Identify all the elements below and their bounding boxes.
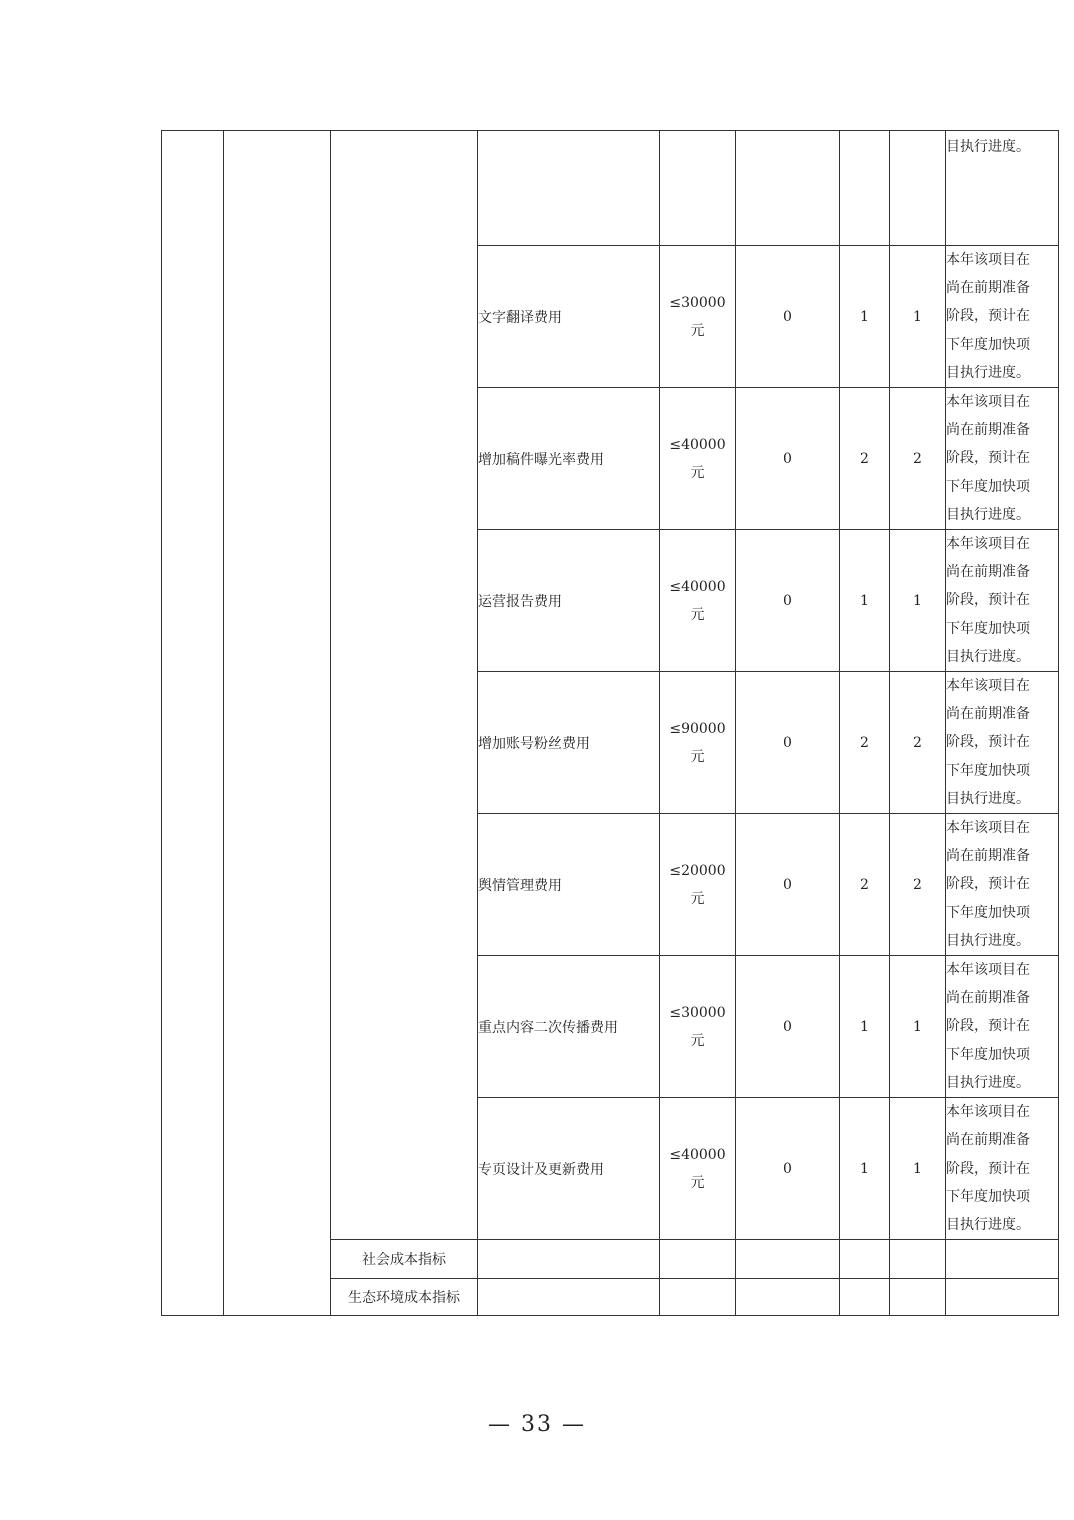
note-line: 尚在前期准备 [946, 564, 1030, 581]
target-unit: 元 [690, 748, 705, 765]
note-line: 目执行进度。 [946, 1216, 1030, 1233]
eco-cost-indicator: 生态环境成本指标 [331, 1279, 478, 1316]
note-line: 阶段，预计在 [946, 1160, 1030, 1177]
item-name-cell: 文字翻译费用 [478, 246, 660, 388]
table-body [162, 131, 1059, 1316]
score-cell [890, 1279, 946, 1316]
weight-cell: 2 [840, 388, 890, 530]
weight-cell: 1 [840, 246, 890, 388]
actual-cell: 0 [736, 1098, 840, 1240]
note-line: 目执行进度。 [946, 790, 1030, 807]
target-cell [660, 1240, 736, 1279]
note-line: 下年度加快项 [946, 336, 1030, 353]
note-line: 本年该项目在 [946, 678, 1030, 695]
target-cell [660, 246, 736, 388]
note-line: 目执行进度。 [946, 364, 1030, 381]
target-cell [660, 814, 736, 956]
level1-indicator-cell [162, 131, 224, 1316]
performance-table [161, 130, 1059, 1316]
target-value: ≤90000 [669, 720, 726, 737]
target-cell [660, 530, 736, 672]
score-cell: 1 [890, 956, 946, 1098]
weight-cell [840, 1240, 890, 1279]
target-unit: 元 [690, 606, 705, 623]
note-line: 本年该项目在 [946, 962, 1030, 979]
note-line: 尚在前期准备 [946, 1132, 1030, 1149]
score-cell: 2 [890, 672, 946, 814]
score-cell [890, 131, 946, 246]
note-cell [946, 1279, 1059, 1316]
note-cell [946, 956, 1059, 1098]
weight-cell: 2 [840, 814, 890, 956]
note-line: 下年度加快项 [946, 478, 1030, 495]
weight-cell: 1 [840, 530, 890, 672]
target-unit: 元 [690, 890, 705, 907]
item-name-cell [478, 131, 660, 246]
item-name-cell: 增加账号粉丝费用 [478, 672, 660, 814]
actual-cell [736, 131, 840, 246]
note-line: 目执行进度。 [946, 932, 1030, 949]
note-line: 阶段，预计在 [946, 308, 1030, 325]
level2-indicator-cell [224, 131, 331, 1316]
note-line: 尚在前期准备 [946, 848, 1030, 865]
target-cell [660, 388, 736, 530]
target-cell [660, 956, 736, 1098]
note-cell [946, 1098, 1059, 1240]
target-cell [660, 672, 736, 814]
actual-cell [736, 1240, 840, 1279]
note-line: 尚在前期准备 [946, 422, 1030, 439]
item-name-cell: 重点内容二次传播费用 [478, 956, 660, 1098]
target-unit: 元 [690, 322, 705, 339]
note-cell [946, 131, 1059, 246]
score-cell: 2 [890, 814, 946, 956]
item-name-cell: 专页设计及更新费用 [478, 1098, 660, 1240]
social-cost-indicator: 社会成本指标 [331, 1240, 478, 1279]
actual-cell: 0 [736, 956, 840, 1098]
note-cell [946, 388, 1059, 530]
note-line: 下年度加快项 [946, 904, 1030, 921]
score-cell [890, 1240, 946, 1279]
target-unit: 元 [690, 1032, 705, 1049]
note-line: 本年该项目在 [946, 1104, 1030, 1121]
target-value: ≤20000 [669, 862, 726, 879]
note-line: 本年该项目在 [946, 252, 1030, 268]
note-line: 下年度加快项 [946, 620, 1030, 637]
target-value: ≤40000 [669, 436, 726, 453]
actual-cell [736, 1279, 840, 1316]
actual-cell: 0 [736, 530, 840, 672]
score-cell: 2 [890, 388, 946, 530]
target-value: ≤40000 [669, 1146, 726, 1163]
note-line: 本年该项目在 [946, 394, 1030, 411]
actual-cell: 0 [736, 246, 840, 388]
note-cell [946, 246, 1059, 388]
note-line: 目执行进度。 [946, 506, 1030, 523]
note-line: 目执行进度。 [946, 1074, 1030, 1091]
score-cell: 1 [890, 530, 946, 672]
target-value: ≤30000 [669, 1004, 726, 1021]
note-line: 本年该项目在 [946, 536, 1030, 553]
note-line: 阶段，预计在 [946, 734, 1030, 751]
target-value: ≤30000 [669, 294, 726, 311]
item-name-cell: 增加稿件曝光率费用 [478, 388, 660, 530]
weight-cell: 2 [840, 672, 890, 814]
note-line: 阶段，预计在 [946, 876, 1030, 893]
note-cell [946, 530, 1059, 672]
item-name-cell: 舆情管理费用 [478, 814, 660, 956]
note-line: 下年度加快项 [946, 1046, 1030, 1063]
note-line: 目执行进度。 [946, 139, 1030, 155]
weight-cell: 1 [840, 1098, 890, 1240]
note-line: 阶段，预计在 [946, 1018, 1030, 1035]
item-name-cell [478, 1279, 660, 1316]
target-unit: 元 [690, 1174, 705, 1191]
item-name-cell: 运营报告费用 [478, 530, 660, 672]
actual-cell: 0 [736, 388, 840, 530]
level3-indicator-cell [331, 131, 478, 1240]
note-line: 下年度加快项 [946, 762, 1030, 779]
table-row [162, 131, 1059, 246]
item-name-cell [478, 1240, 660, 1279]
actual-cell: 0 [736, 814, 840, 956]
note-cell [946, 672, 1059, 814]
note-line: 尚在前期准备 [946, 990, 1030, 1007]
score-cell: 1 [890, 246, 946, 388]
score-cell: 1 [890, 1098, 946, 1240]
note-line: 阶段，预计在 [946, 450, 1030, 467]
weight-cell [840, 131, 890, 246]
note-line: 下年度加快项 [946, 1188, 1030, 1205]
note-line: 尚在前期准备 [946, 706, 1030, 723]
page-number: — 33 — [488, 1412, 586, 1437]
weight-cell: 1 [840, 956, 890, 1098]
note-line: 目执行进度。 [946, 648, 1030, 665]
target-value: ≤40000 [669, 578, 726, 595]
note-line: 本年该项目在 [946, 820, 1030, 837]
target-cell [660, 1098, 736, 1240]
target-unit: 元 [690, 464, 705, 481]
weight-cell [840, 1279, 890, 1316]
target-cell [660, 1279, 736, 1316]
actual-cell: 0 [736, 672, 840, 814]
note-cell [946, 814, 1059, 956]
target-cell [660, 131, 736, 246]
note-cell [946, 1240, 1059, 1279]
note-line: 阶段，预计在 [946, 592, 1030, 609]
note-line: 尚在前期准备 [946, 280, 1030, 297]
